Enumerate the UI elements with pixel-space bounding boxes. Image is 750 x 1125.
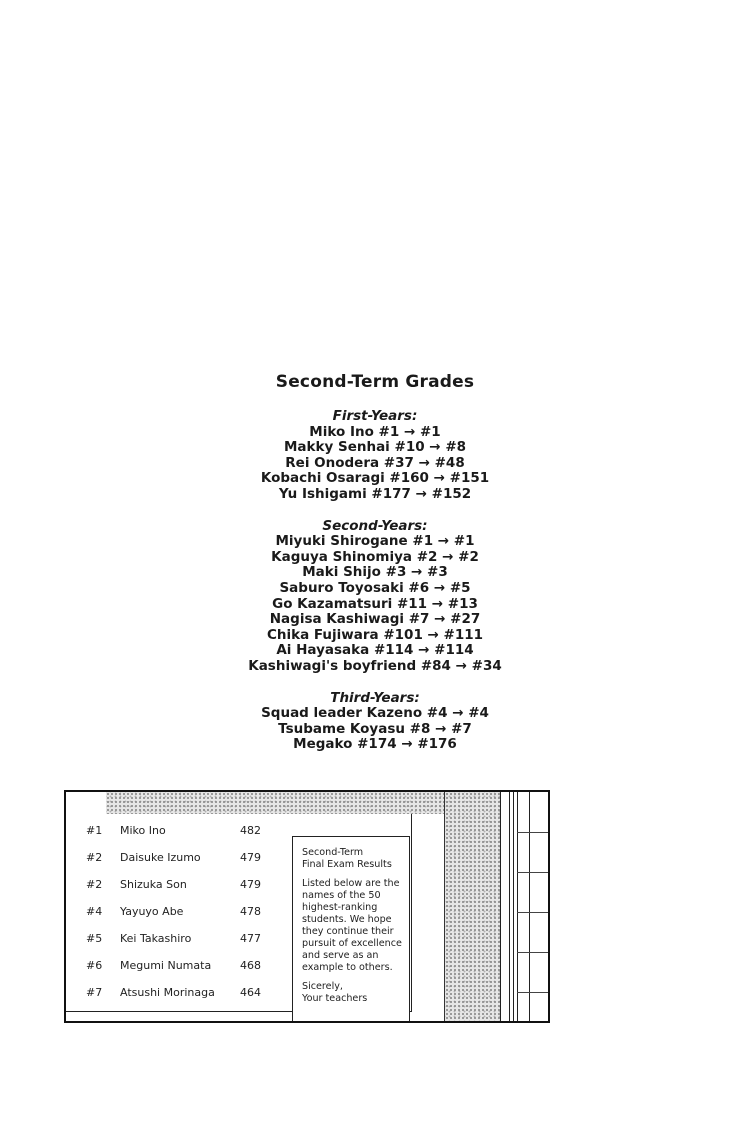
notice-body: Listed below are the names of the 50 highest-ranking students. We hope they continue their pursuit of excellence and serve as an example to others. <box>302 878 402 973</box>
student-name: Daisuke Izumo <box>120 851 201 864</box>
group-third-years <box>150 691 600 753</box>
grade-line: Rei Onodera #37 → #48 <box>285 454 465 471</box>
grade-line: Tsubame Koyasu #8 → #7 <box>278 720 472 737</box>
rank-number: #1 <box>86 824 103 837</box>
notice-heading-line2: Final Exam Results <box>302 859 392 870</box>
ranking-row <box>86 905 306 923</box>
student-name: Shizuka Son <box>120 878 187 891</box>
grades-list <box>150 372 600 769</box>
group-heading: First-Years: <box>332 408 418 424</box>
results-board-panel <box>64 790 550 1023</box>
ranking-row <box>86 986 306 1004</box>
grade-line: Chika Fujiwara #101 → #111 <box>266 626 484 643</box>
score: 478 <box>240 905 261 918</box>
rank-number: #7 <box>86 986 103 999</box>
notice-closing-line2: Your teachers <box>302 993 368 1004</box>
score: 464 <box>240 986 261 999</box>
student-name: Atsushi Morinaga <box>120 986 215 999</box>
notice-closing <box>302 981 404 1005</box>
notice-closing-line1: Sicerely, <box>302 981 343 992</box>
grade-line: Go Kazamatsuri #11 → #13 <box>272 595 478 612</box>
student-name: Yayuyo Abe <box>120 905 184 918</box>
ranking-row <box>86 851 306 869</box>
rank-number: #4 <box>86 905 103 918</box>
ranking-row <box>86 932 306 950</box>
grade-line: Kaguya Shinomiya #2 → #2 <box>271 548 479 565</box>
ranking-row <box>86 959 306 977</box>
rank-number: #2 <box>86 851 103 864</box>
grade-line: Squad leader Kazeno #4 → #4 <box>261 705 489 722</box>
score: 479 <box>240 851 261 864</box>
rank-number: #2 <box>86 878 103 891</box>
grade-line: Yu Ishigami #177 → #152 <box>278 485 472 502</box>
grade-line: Ai Hayasaka #114 → #114 <box>276 642 474 659</box>
background-pillar <box>500 792 550 1023</box>
rank-number: #5 <box>86 932 103 945</box>
score: 479 <box>240 878 261 891</box>
grade-line: Megako #174 → #176 <box>293 736 457 753</box>
grade-line: Maki Shijo #3 → #3 <box>302 564 448 581</box>
group-second-years <box>150 519 600 675</box>
rankings-sheet <box>66 814 412 1012</box>
score: 482 <box>240 824 261 837</box>
grade-line: Miyuki Shirogane #1 → #1 <box>275 533 475 550</box>
student-name: Megumi Numata <box>120 959 212 972</box>
student-name: Miko Ino <box>120 824 166 837</box>
group-heading: Second-Years: <box>322 517 428 534</box>
notice-heading-line1: Second-Term <box>302 847 364 858</box>
grade-line: Kobachi Osaragi #160 → #151 <box>260 470 490 487</box>
page-title: Second-Term Grades <box>275 372 475 392</box>
grade-line: Saburo Toyosaki #6 → #5 <box>279 579 471 596</box>
group-heading: Third-Years: <box>330 689 420 706</box>
score: 468 <box>240 959 261 972</box>
ranking-row <box>86 878 306 896</box>
notice-card <box>292 836 410 1023</box>
score: 477 <box>240 932 261 945</box>
notice-heading <box>302 847 404 871</box>
grade-line: Nagisa Kashiwagi #7 → #27 <box>269 611 481 628</box>
background-wall-top <box>106 792 446 814</box>
group-first-years <box>150 409 600 503</box>
grade-line: Makky Senhai #10 → #8 <box>283 439 467 456</box>
background-wall-right <box>444 792 501 1023</box>
rank-number: #6 <box>86 959 103 972</box>
student-name: Kei Takashiro <box>120 932 192 945</box>
ranking-row <box>86 824 306 842</box>
grade-line: Kashiwagi's boyfriend #84 → #34 <box>248 657 502 674</box>
grade-line: Miko Ino #1 → #1 <box>309 423 441 440</box>
